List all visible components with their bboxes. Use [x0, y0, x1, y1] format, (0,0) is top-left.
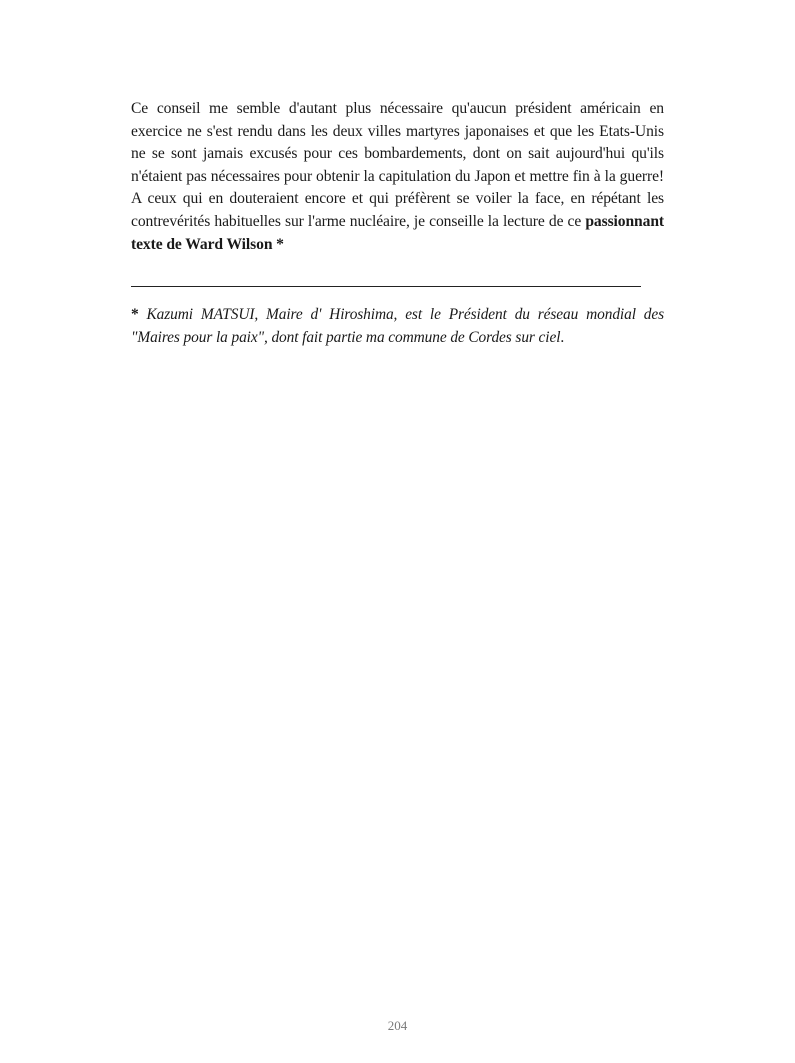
paragraph-emphasis: passionnant texte de Ward Wilson *	[131, 212, 664, 253]
paragraph-text: Ce conseil me semble d'autant plus nécessaire qu'aucun président américain en exercice ne s'est rendu dans les deux villes martyres japonaises et que les Etats-Unis ne se sont jamais excusés pour ces bombardements, dont on sait aujourd'hui qu'ils n'étaient pas nécessaires pour obtenir la capitulation du Japon et mettre fin à la guerre! A ceux qui en douteraient encore et qui préfèrent se voiler la face, en répétant les contrevérités habituelles sur l'arme nucléaire, je conseille la lecture de ce	[131, 100, 664, 230]
page-number: 204	[387, 1018, 408, 1033]
footnote-end: .	[560, 328, 565, 346]
footnote-marker: *	[131, 306, 139, 323]
footnote-text: Kazumi MATSUI, Maire d' Hiroshima, est le Président du réseau mondial des "Maires pour la paix", dont fait partie ma commune de Cordes sur ciel	[131, 306, 664, 346]
body-paragraph	[131, 98, 664, 256]
footnote	[131, 304, 664, 349]
footnote-divider	[131, 286, 641, 287]
